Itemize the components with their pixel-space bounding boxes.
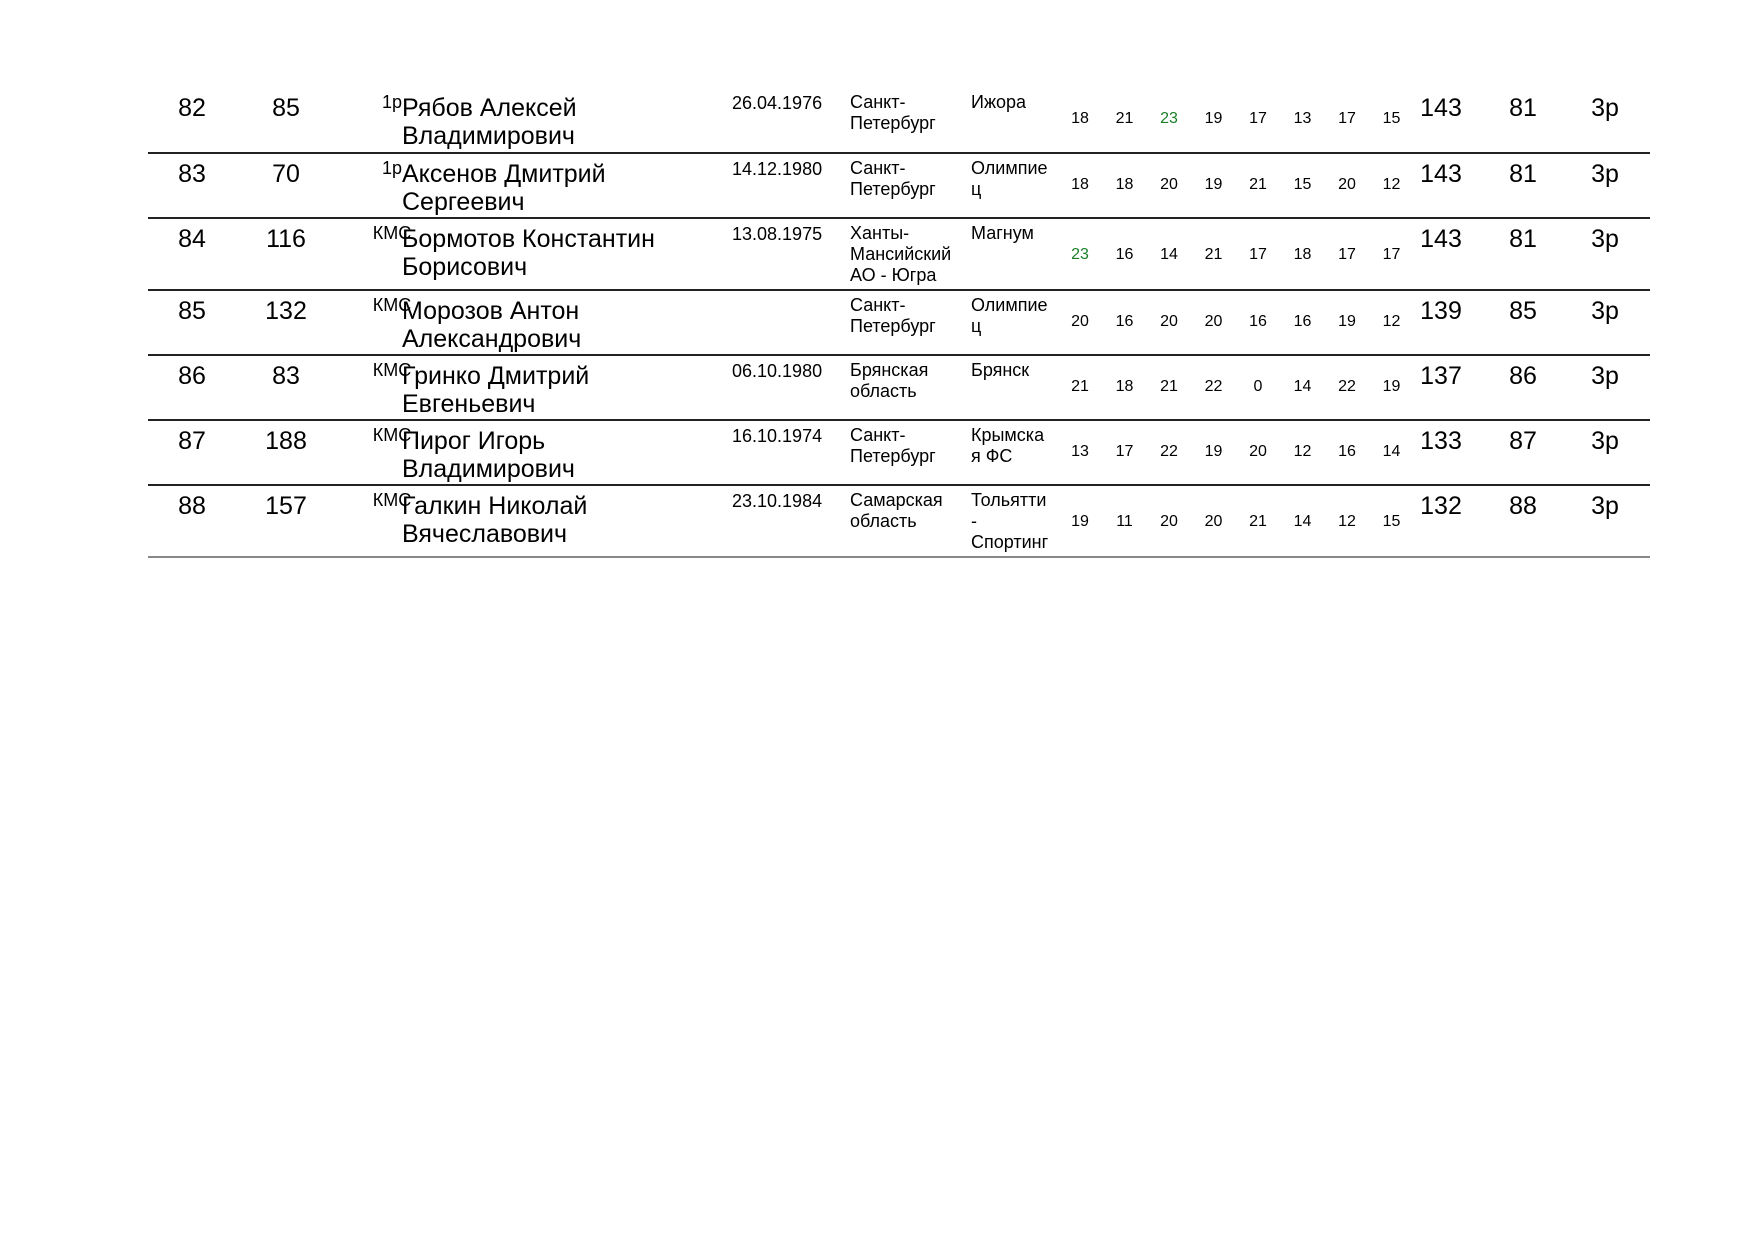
club-line: Олимпие	[971, 158, 1048, 178]
rank-cell: КМС	[372, 223, 412, 243]
series-score: 12	[1293, 443, 1312, 460]
bib-number-cell: 188	[265, 427, 307, 455]
grade-cell: 3р	[1591, 225, 1619, 253]
name-line: Аксенов Дмитрий	[402, 160, 606, 188]
place-cell: 83	[178, 160, 206, 188]
series-score: 18	[1115, 378, 1134, 395]
club-line: я ФС	[971, 446, 1013, 466]
series-score: 23	[1160, 110, 1178, 127]
region-line: Санкт-	[850, 92, 906, 112]
series-score: 17	[1382, 246, 1401, 263]
bib-number-cell: 85	[272, 94, 300, 122]
place-cell: 88	[178, 492, 206, 520]
series-score: 16	[1115, 313, 1134, 330]
rank-cell: КМС	[372, 490, 412, 510]
position-cell: 85	[1509, 297, 1537, 325]
series-score: 19	[1204, 443, 1223, 460]
grade-cell: 3р	[1591, 362, 1619, 390]
results-table	[148, 88, 1650, 558]
position-cell: 86	[1509, 362, 1537, 390]
name-line: Гринко Дмитрий	[402, 362, 590, 390]
rank-cell: КМС	[372, 360, 412, 380]
region-cell	[850, 158, 936, 200]
name-line: Борисович	[402, 253, 528, 281]
club-line: Спортинг	[971, 532, 1049, 552]
region-line: АО - Югра	[850, 265, 937, 285]
place-cell: 84	[178, 225, 206, 253]
series-score: 18	[1115, 176, 1134, 193]
series-score: 12	[1382, 176, 1401, 193]
club-line: Тольятти	[971, 490, 1047, 510]
series-score: 22	[1338, 378, 1356, 395]
series-score: 13	[1293, 110, 1312, 127]
club-line: Ижора	[971, 92, 1027, 112]
series-score: 18	[1293, 246, 1312, 263]
club-line: Брянск	[971, 360, 1030, 380]
series-score: 20	[1338, 176, 1356, 193]
rank-cell: 1р	[381, 158, 403, 178]
grade-cell: 3р	[1591, 297, 1619, 325]
position-cell: 81	[1509, 160, 1537, 188]
birth-date: 26.04.1976	[732, 93, 823, 113]
table-row	[148, 486, 1650, 558]
series-score: 17	[1249, 110, 1267, 127]
club-line: ц	[971, 179, 982, 199]
series-score: 17	[1115, 443, 1134, 460]
region-cell	[850, 360, 928, 402]
series-score: 16	[1338, 443, 1356, 460]
total-score: 143	[1420, 160, 1462, 188]
club-line: -	[971, 511, 977, 531]
series-score: 19	[1071, 513, 1089, 530]
rank-cell: КМС	[372, 425, 412, 445]
athlete-name	[402, 297, 581, 353]
series-score: 15	[1382, 513, 1401, 530]
series-score: 21	[1249, 176, 1267, 193]
place-cell: 87	[178, 427, 206, 455]
series-score: 0	[1253, 378, 1263, 395]
rank-cell: КМС	[372, 295, 412, 315]
club-line: Крымска	[971, 425, 1045, 445]
region-line: Мансийский	[850, 244, 952, 264]
series-score: 21	[1204, 246, 1223, 263]
series-score: 14	[1293, 513, 1312, 530]
name-line: Владимирович	[402, 122, 575, 150]
table-row	[148, 421, 1650, 486]
region-line: Петербург	[850, 316, 936, 336]
club-cell	[971, 425, 1044, 467]
birth-date: 14.12.1980	[732, 159, 823, 179]
name-line: Александрович	[402, 325, 582, 353]
athlete-name	[402, 362, 589, 418]
bib-number-cell: 132	[265, 297, 307, 325]
name-line: Бормотов Константин	[402, 225, 655, 253]
region-cell	[850, 223, 951, 286]
region-line: область	[850, 381, 917, 401]
region-line: Санкт-	[850, 158, 906, 178]
region-cell	[850, 295, 936, 337]
club-cell	[971, 92, 1026, 113]
grade-cell: 3р	[1591, 160, 1619, 188]
series-score: 17	[1249, 246, 1267, 263]
series-score: 15	[1382, 110, 1401, 127]
series-score: 23	[1071, 246, 1089, 263]
series-score: 17	[1338, 246, 1356, 263]
position-cell: 81	[1509, 225, 1537, 253]
position-cell: 88	[1509, 492, 1537, 520]
club-cell	[971, 490, 1048, 553]
club-cell	[971, 295, 1048, 337]
series-score: 22	[1204, 378, 1223, 395]
region-line: Санкт-	[850, 425, 906, 445]
region-line: Петербург	[850, 446, 936, 466]
series-score: 19	[1382, 378, 1401, 395]
series-score: 20	[1204, 513, 1223, 530]
total-score: 133	[1420, 427, 1462, 455]
series-score: 20	[1160, 513, 1178, 530]
place-cell: 85	[178, 297, 206, 325]
series-score: 14	[1160, 246, 1178, 263]
total-score: 139	[1420, 297, 1462, 325]
club-cell	[971, 223, 1034, 244]
series-score: 21	[1249, 513, 1267, 530]
grade-cell: 3р	[1591, 492, 1619, 520]
name-line: Сергеевич	[402, 188, 525, 216]
series-score: 20	[1204, 313, 1223, 330]
series-score: 14	[1382, 443, 1401, 460]
total-score: 132	[1420, 492, 1462, 520]
club-line: ц	[971, 316, 982, 336]
name-line: Рябов Алексей	[402, 94, 577, 122]
series-score: 16	[1115, 246, 1134, 263]
region-line: Петербург	[850, 113, 936, 133]
club-cell	[971, 158, 1048, 200]
region-line: Брянская	[850, 360, 929, 380]
series-score: 16	[1293, 313, 1312, 330]
series-score: 21	[1115, 110, 1134, 127]
series-score: 14	[1293, 378, 1312, 395]
position-cell: 81	[1509, 94, 1537, 122]
bib-number-cell: 157	[265, 492, 307, 520]
series-score: 13	[1071, 443, 1089, 460]
table-row	[148, 356, 1650, 421]
athlete-name	[402, 94, 577, 150]
series-score: 20	[1160, 176, 1178, 193]
athlete-name	[402, 492, 587, 548]
series-score: 21	[1160, 378, 1178, 395]
series-score: 19	[1204, 176, 1223, 193]
name-line: Владимирович	[402, 455, 575, 483]
athlete-name	[402, 225, 655, 281]
bib-number-cell: 70	[272, 160, 300, 188]
table-row	[148, 88, 1650, 154]
series-score: 20	[1249, 443, 1267, 460]
table-row	[148, 219, 1650, 291]
place-cell: 82	[178, 94, 206, 122]
region-line: Петербург	[850, 179, 936, 199]
series-score: 20	[1160, 313, 1178, 330]
series-score: 12	[1382, 313, 1401, 330]
total-score: 137	[1420, 362, 1462, 390]
bib-number-cell: 116	[266, 225, 306, 253]
place-cell: 86	[178, 362, 206, 390]
series-score: 11	[1116, 513, 1133, 530]
athlete-name	[402, 160, 606, 216]
series-score: 19	[1338, 313, 1356, 330]
birth-date: 23.10.1984	[732, 491, 823, 511]
series-score: 18	[1071, 176, 1089, 193]
series-score: 21	[1071, 378, 1089, 395]
birth-date: 06.10.1980	[732, 361, 823, 381]
series-score: 17	[1338, 110, 1356, 127]
grade-cell: 3р	[1591, 94, 1619, 122]
region-cell	[850, 425, 936, 467]
series-score: 22	[1160, 443, 1178, 460]
bib-number-cell: 83	[272, 362, 300, 390]
grade-cell: 3р	[1591, 427, 1619, 455]
birth-date: 16.10.1974	[732, 426, 823, 446]
region-line: Самарская	[850, 490, 943, 510]
name-line: Галкин Николай	[402, 492, 588, 520]
name-line: Вячеславович	[402, 520, 568, 548]
name-line: Морозов Антон	[402, 297, 580, 325]
birth-date: 13.08.1975	[732, 224, 823, 244]
club-line: Магнум	[971, 223, 1034, 243]
position-cell: 87	[1509, 427, 1537, 455]
series-score: 20	[1071, 313, 1089, 330]
region-line: Ханты-	[850, 223, 910, 243]
table-row	[148, 291, 1650, 356]
total-score: 143	[1420, 225, 1462, 253]
series-score: 16	[1249, 313, 1267, 330]
region-cell	[850, 92, 936, 134]
region-cell	[850, 490, 943, 532]
region-line: Санкт-	[850, 295, 906, 315]
rank-cell: 1р	[381, 92, 403, 112]
series-score: 18	[1071, 110, 1089, 127]
name-line: Пирог Игорь	[402, 427, 546, 455]
name-line: Евгеньевич	[402, 390, 536, 418]
series-score: 12	[1338, 513, 1356, 530]
club-cell	[971, 360, 1029, 381]
table-row	[148, 154, 1650, 219]
series-score: 19	[1204, 110, 1223, 127]
region-line: область	[850, 511, 917, 531]
club-line: Олимпие	[971, 295, 1048, 315]
athlete-name	[402, 427, 575, 483]
total-score: 143	[1420, 94, 1462, 122]
series-score: 15	[1293, 176, 1312, 193]
